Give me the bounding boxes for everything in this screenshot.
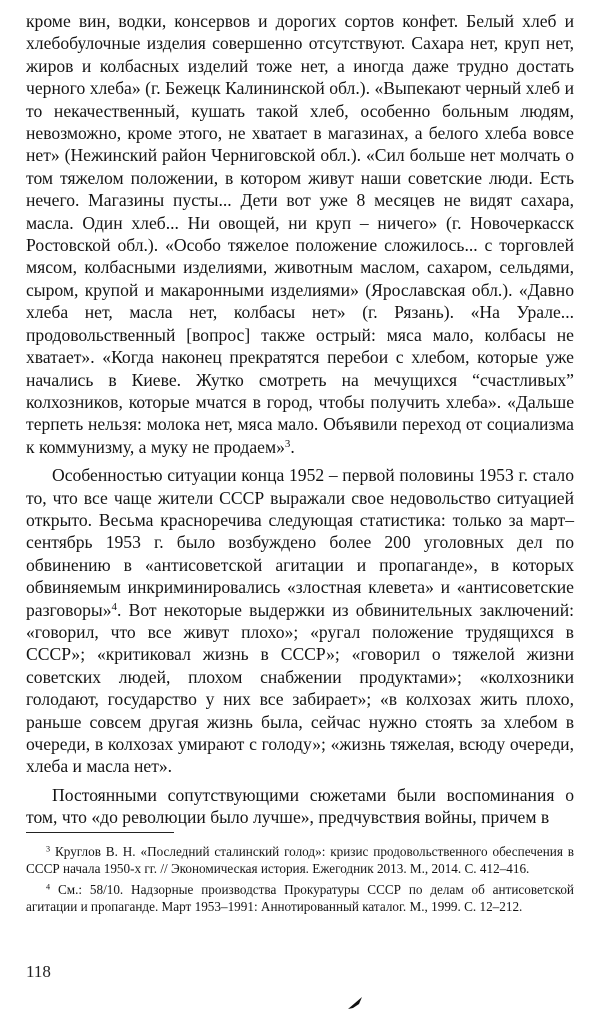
- ink-mark: [346, 996, 364, 1010]
- paragraph-2-text-a: Особенностью ситуации конца 1952 – первой половины 1953 г. стало то, что все чаще жители СССР выражали свое недовольство ситуацией открыто. Весьма красноречива следующая статистика: только за март–сентябрь 1953 г. было возбуждено более 200 уголовных дел по обвинению в «антисоветской агитации и пропаганде», в которых обвиняемым инкриминировались «злостная клевета» и «антисоветские разговоры»: [26, 465, 574, 620]
- footnote-3: [26, 843, 574, 878]
- footnote-number: 4: [46, 882, 51, 892]
- footnotes: [26, 843, 574, 919]
- page-number: 118: [26, 962, 51, 981]
- paragraph-2-text-b: . Вот некоторые выдержки из обвинительных заключений: «говорил, что все живут плохо»; «ругал положение трудящихся в СССР»; «критиковал жизнь в СССР»; «говорил о тяжелой жизни советских людей, плохом снабжении продуктами»; «колхозники голодают, государство у них все забирает»; «в колхозах жить плохо, раньше совсем другая жизнь была, сейчас нужно стоять за хлебом в очереди, в колхозах умирают с голоду»; «жизнь тяжелая, всюду очереди, хлеба и масла нет».: [26, 599, 574, 777]
- footnote-number: 3: [46, 844, 51, 854]
- paragraph-1-text: кроме вин, водки, консервов и дорогих сортов конфет. Белый хлеб и хлебобулочные изделия совершенно отсутствуют. Сахара нет, круп нет, жиров и колбасных изделий тоже нет, а иногда даже трудно достать черного хлеба» (г. Бежецк Калининской обл.). «Выпекают черный хлеб и то некачественный, кушать такой хлеб, особенно больным людям, невозможно, кроме этого, не хватает в магазинах, а белого хлеба вовсе нет» (Нежинский район Черниговской обл.). «Сил больше нет молчать о том тяжелом положении, в котором живут наши советские люди. Есть нечего. Магазины пусты... Дети вот уже 8 месяцев не видят сахара, масла. Один хлеб... Ни овощей, ни круп – ничего» (г. Новочеркасск Ростовской обл.). «Особо тяжелое положение сложилось... с торговлей мясом, колбасными изделиями, животным маслом, сахаром, сельдями, сыром, крупой и макаронными изделиями» (Ярославская обл.). «Давно хлеба нет, масла нет, колбасы нет» (г. Рязань). «На Урале... продовольственный [вопрос] также острый: мяса мало, колбасы не хватает». «Когда наконец прекратятся перебои с хлебом, которые уже начались в Киеве. Жутко смотреть на мечущихся “счастливых” колхозников, которые мчатся в город, чтобы получить хлеба». «Дальше терпеть нельзя: молока нет, мяса мало. Объявили переход от социализма к коммунизму, а муку не продаем»: [26, 11, 574, 457]
- footnote-divider: [26, 832, 174, 833]
- footnote-4: [26, 881, 574, 916]
- footnote-text: Круглов В. Н. «Последний сталинский голод»: кризис продовольственного обеспечения в СССР начала 1950-х гг. // Экономическая история. Ежегодник 2013. М., 2014. С. 412–416.: [26, 844, 575, 877]
- footnote-ref-3: 3: [284, 437, 291, 450]
- paragraph-1: кроме вин, водки, консервов и дорогих сортов конфет. Белый хлеб и хлебобулочные изделия совершенно отсутствуют. Сахара нет, круп нет, жиров и колбасных изделий тоже нет, а иногда даже трудно достать черного хлеба» (г. Бежецк Калининской обл.). «Выпекают черный хлеб и то некачественный, кушать такой хлеб, особенно больным людям, невозможно, кроме этого, не хватает в магазинах, а белого хлеба вовсе нет» (Нежинский район Черниговской обл.). «Сил больше нет молчать о том тяжелом положении, в котором живут наши советские люди. Есть нечего. Магазины пусты... Дети вот уже 8 месяцев не видят сахара, масла. Один хлеб... Ни овощей, ни круп – ничего» (г. Новочеркасск Ростовской обл.). «Особо тяжелое положение сложилось... с торговлей мясом, колбасными изделиями, животным маслом, сахаром, сельдями, сыром, крупой и макаронными изделиями» (Ярославская обл.). «Давно хлеба нет, масла нет, колбасы нет» (г. Рязань). «На Урале... продовольственный [вопрос] также острый: мяса мало, колбасы не хватает». «Когда наконец прекратятся перебои с хлебом, которые уже начались в Киеве. Жутко смотреть на мечущихся “счастливых” колхозников, которые мчатся в город, чтобы получить хлеба». «Дальше терпеть нельзя: молока нет, мяса мало. Объявили переход от социализма к коммунизму, а муку не продаем»$^3$.: [26, 11, 574, 457]
- paragraph-2: [26, 464, 574, 778]
- footnote-text: См.: 58/10. Надзорные производства Прокуратуры СССР по делам об антисоветской агитации и пропаганде. Март 1953–1991: Аннотированный каталог. М., 1999. С. 12–212.: [26, 881, 574, 915]
- paragraph-3: [26, 784, 574, 829]
- main-text: [26, 10, 574, 829]
- footnote-ref-4: 4: [111, 600, 117, 613]
- paragraph-3-text: Постоянными сопутствующими сюжетами были воспоминания о том, что «до революции было лучше», предчувствия войны, причем в: [26, 784, 574, 828]
